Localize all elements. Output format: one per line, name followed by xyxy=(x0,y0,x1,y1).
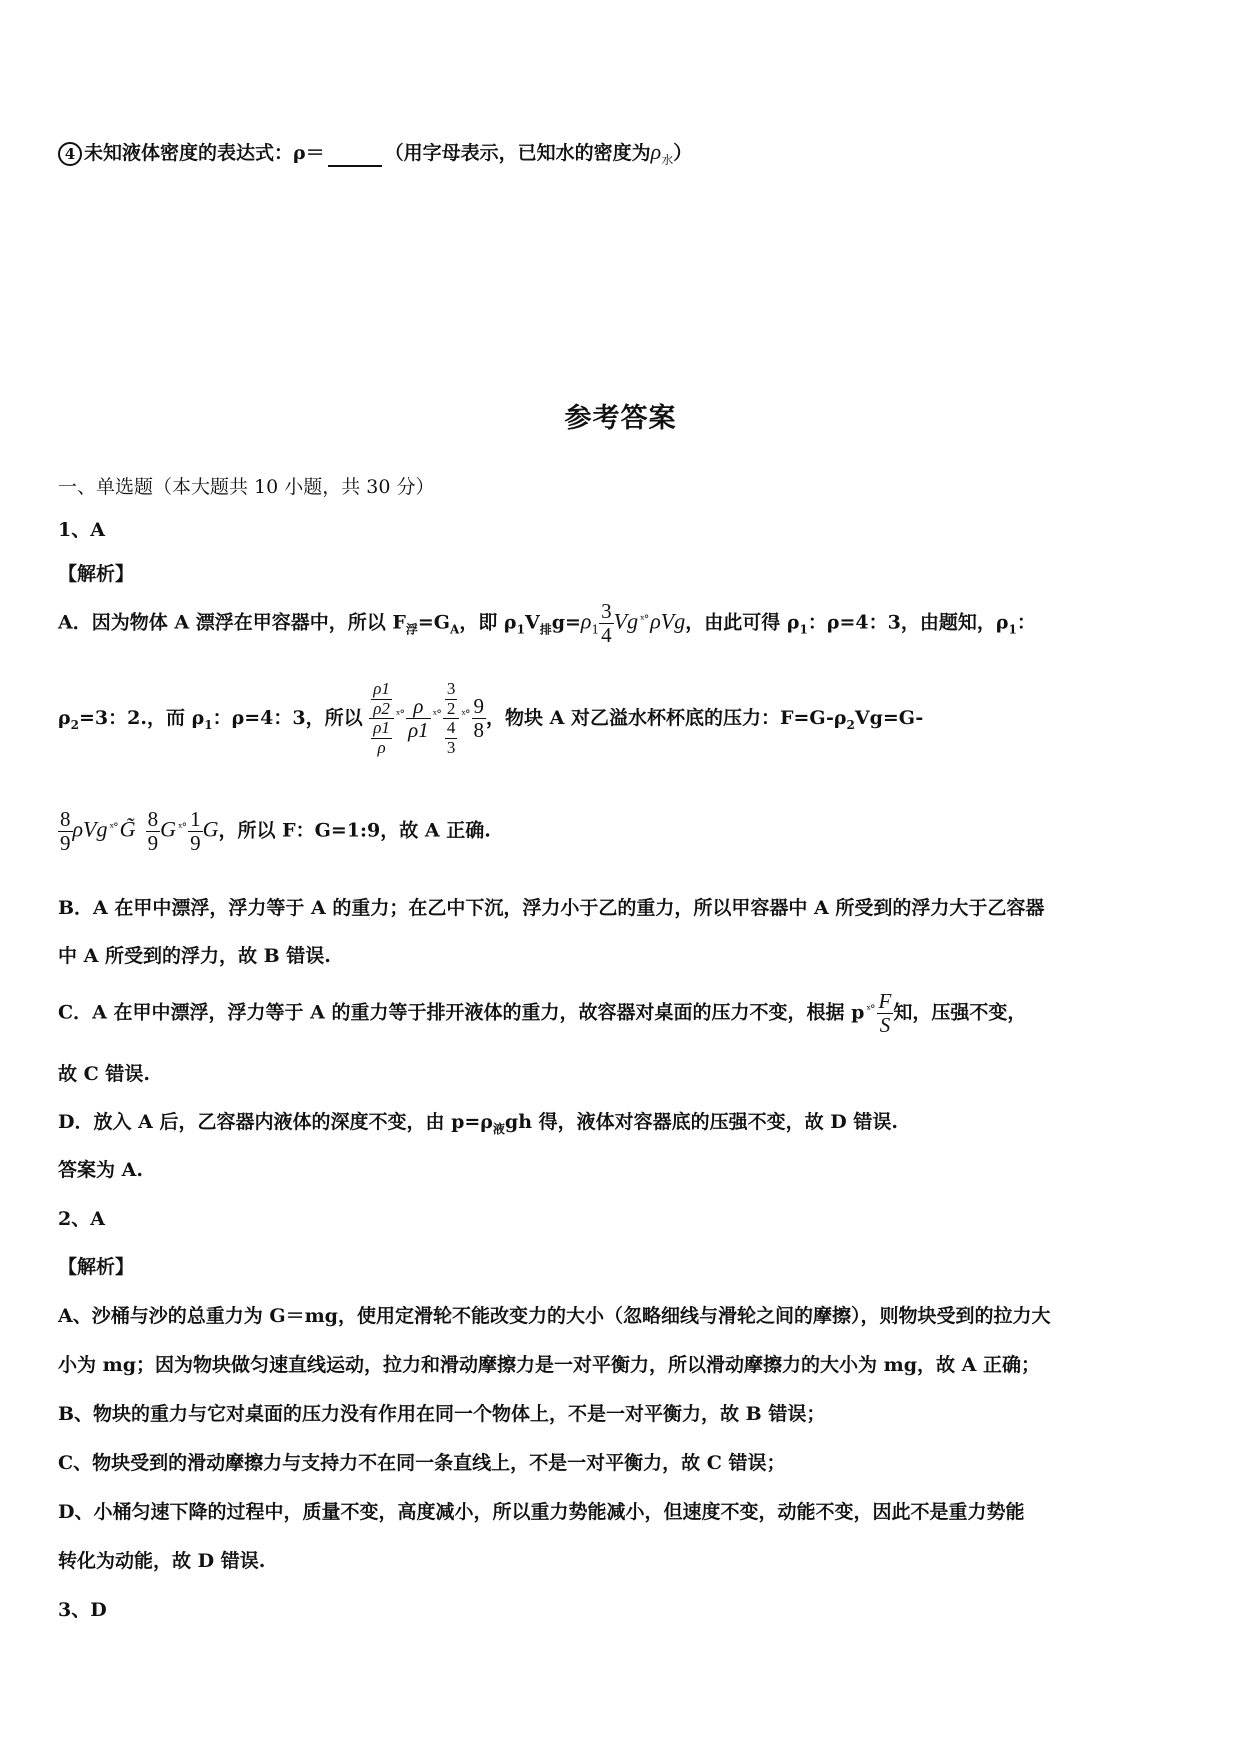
fraction-rho-rho1: $\frac{\rho}{\rho 1}$ xyxy=(408,694,429,743)
q2-number: 2、A xyxy=(58,1208,105,1230)
fraction-1-9: $\frac{1}{9}$ xyxy=(190,807,201,856)
fraction-F-S: $\frac{F}{S}$ xyxy=(878,989,892,1038)
q1-option-d-line: D．放入 A 后，乙容器内液体的深度不变，由 $p=\rho_液gh$ 得，液体对容器底的压强不变，故 D 错误. xyxy=(58,1111,898,1136)
section-title: 一、单选题（本大题共 10 小题，共 30 分） xyxy=(58,476,435,498)
q2-option-d-line2: 转化为动能，故 D 错误. xyxy=(58,1550,266,1572)
q1-jiexi-label: 【解析】 xyxy=(58,563,135,585)
q1-option-a-line2: $\rho_2=3$：2.，而 $\rho_1$：ρ=4：3，所以 $\frac{\frac{\rho 1}{\rho 2}}{\frac{\rho 1}{\rho}}$ $^{ˣ^\circ}$ $\frac{\rho}{\rho 1}$ $^{ˣ^\circ}$ $\frac{\frac{3}{2}}{\frac{4}{3}}$ $^{ˣ^\circ}$ $\frac{9}{8}$ ，物块 A 对乙溢水杯杯底的压力：$F=G-\rho_2Vg=G-$ xyxy=(58,679,924,758)
q1-option-c-line2: 故 C 错误. xyxy=(58,1063,150,1085)
fraction-9-8: $\frac{9}{8}$ xyxy=(473,694,484,743)
q3-number: 3、D xyxy=(58,1599,107,1621)
answer-blank xyxy=(328,147,382,167)
q1-option-a-line1: A．因为物体 A 漂浮在甲容器中，所以 $F_浮=G_A$，即 $\rho_1V_排g=\rho_1$ $\frac{3}{4}$ Vg $^{ˣ^\circ}$ρVg，由此可得 $\rho_1$：ρ=4：3，由题知，$\rho_1$： xyxy=(58,599,1036,648)
q2-option-c-line: C、物块受到的滑动摩擦力与支持力不在同一条直线上，不是一对平衡力，故 C 错误； xyxy=(58,1452,786,1474)
q1-option-b-line2: 中 A 所受到的浮力，故 B 错误. xyxy=(58,945,331,967)
q1-answer: 答案为 A. xyxy=(58,1159,143,1181)
q1-option-c-line1: C．A 在甲中漂浮，浮力等于 A 的重力等于排开液体的重力，故容器对桌面的压力不变，根据 p $^{ˣ^\circ}$ $\frac{F}{S}$ 知，压强不变， xyxy=(58,989,1027,1038)
fraction-8-9: $\frac{8}{9}$ xyxy=(60,807,71,856)
q2-option-b-line: B、物块的重力与它对桌面的压力没有作用在同一个物体上，不是一对平衡力，故 B 错误； xyxy=(58,1403,826,1425)
fraction-3-4: $\frac{3}{4}$ xyxy=(601,599,612,648)
q2-option-a-line1: A、沙桶与沙的总重力为 G＝mg，使用定滑轮不能改变力的大小（忽略细线与滑轮之间的摩擦），则物块受到的拉力大 xyxy=(58,1305,1051,1327)
q1-option-b-line1: B．A 在甲中漂浮，浮力等于 A 的重力；在乙中下沉，浮力小于乙的重力，所以甲容器中 A 所受到的浮力大于乙容器 xyxy=(58,897,1045,919)
q1-number: 1、A xyxy=(58,519,105,541)
page-title: 参考答案 xyxy=(564,403,677,434)
q2-jiexi-label: 【解析】 xyxy=(58,1256,135,1278)
circled-number-4: 4 xyxy=(58,142,82,166)
compound-fraction-numbers: $\frac{\frac{3}{2}}{\frac{4}{3}}$ xyxy=(443,680,460,758)
fraction-8-9-b: $\frac{8}{9}$ xyxy=(147,807,159,856)
question-4-line: 4 未知液体密度的表达式：ρ＝ （用字母表示，已知水的密度为$\rho_水$） xyxy=(58,139,1181,167)
compound-fraction-rho: $\frac{\frac{\rho 1}{\rho 2}}{\frac{\rho 1}{\rho}}$ xyxy=(369,680,394,758)
q2-option-a-line2: 小为 mg；因为物块做匀速直线运动，拉力和滑动摩擦力是一对平衡力，所以滑动摩擦力的大小为 mg，故 A 正确； xyxy=(58,1354,1040,1376)
q1-option-a-line3: $\frac{8}{9}$ ρVg $^{ˣ^\circ}$G̃ $\frac{8}{9}$ G $^{ˣ^\circ}$ $\frac{1}{9}$ G，所以 F：G=1:9，故 A 正确. xyxy=(60,807,491,856)
q2-option-d-line1: D、小桶匀速下降的过程中，质量不变，高度减小，所以重力势能减小，但速度不变，动能不变，因此不是重力势能 xyxy=(58,1501,1025,1523)
